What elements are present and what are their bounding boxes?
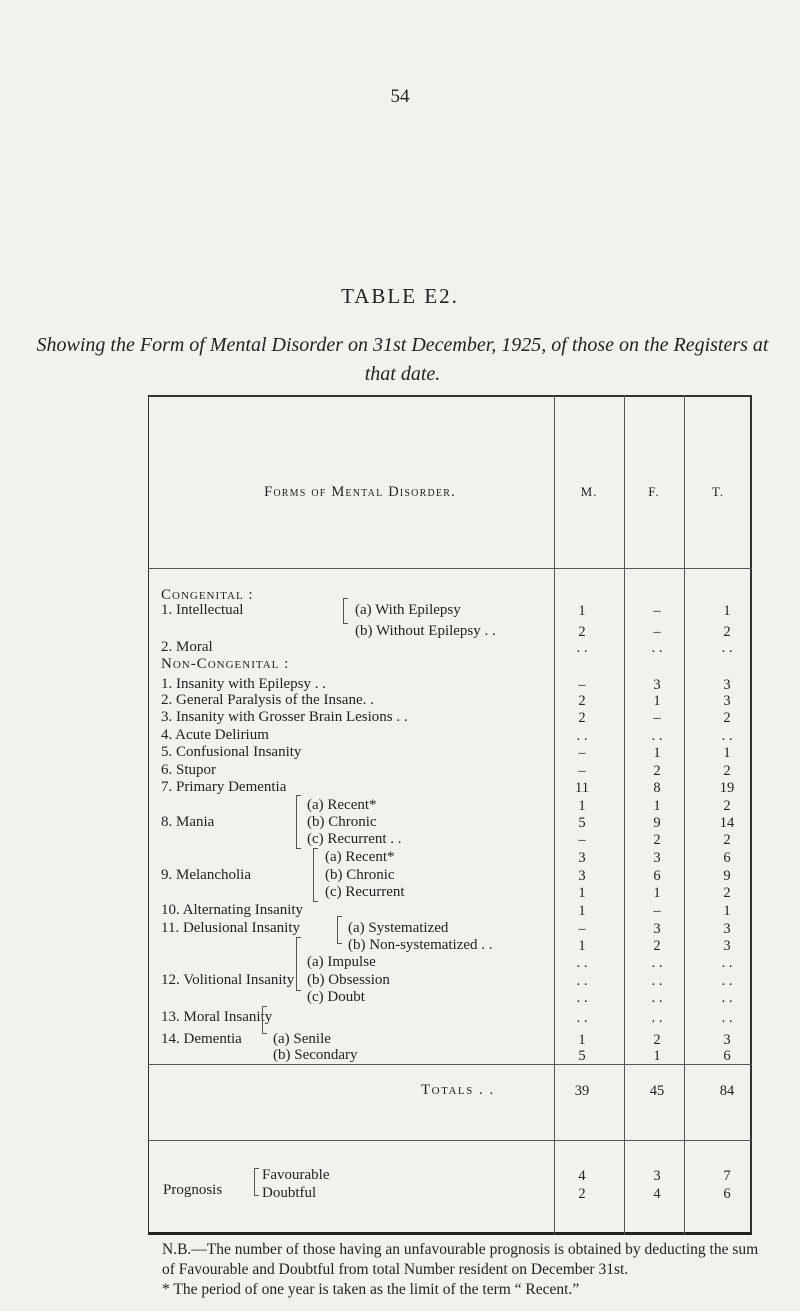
cell-total: . .: [721, 640, 733, 656]
column-divider: [554, 395, 555, 1235]
cell-total: 14: [719, 815, 735, 831]
row-sublabel: (a) Impulse: [307, 954, 376, 970]
group-brace: [296, 795, 301, 849]
cell-female: 8: [653, 780, 661, 796]
cell-female: 6: [653, 868, 661, 884]
cell-male: 1: [578, 903, 586, 919]
cell-total: . .: [721, 1010, 733, 1026]
cell-total: 9: [723, 868, 731, 884]
prognosis-doubtful: Doubtful: [262, 1185, 317, 1201]
cell-male: . .: [576, 1010, 588, 1026]
cell-total: 1: [723, 903, 731, 919]
cell-male: 5: [578, 815, 586, 831]
row-sublabel: (c) Doubt: [307, 989, 365, 1005]
row-label: 1. Insanity with Epilepsy . .: [161, 676, 326, 692]
cell-total: 2: [723, 798, 731, 814]
cell-female: 1: [653, 745, 661, 761]
cell-total: . .: [721, 955, 733, 971]
cell-male: –: [578, 745, 586, 761]
cell-female: . .: [651, 728, 663, 744]
prognosis-doubtful-total: 6: [723, 1186, 731, 1202]
cell-male: . .: [576, 728, 588, 744]
cell-male: . .: [576, 973, 588, 989]
group-brace: [296, 937, 301, 991]
cell-female: 3: [653, 677, 661, 693]
prognosis-favourable-total: 7: [723, 1168, 731, 1184]
table-subtitle: Showing the Form of Mental Disorder on 31st December, 1925, of those on the Registers at that date.: [36, 334, 769, 385]
cell-female: 9: [653, 815, 661, 831]
cell-female: –: [653, 903, 661, 919]
cell-total: 3: [723, 693, 731, 709]
cell-total: 2: [723, 885, 731, 901]
row-sublabel: (c) Recurrent . .: [307, 831, 402, 847]
cell-female: –: [653, 624, 661, 640]
cell-male: . .: [576, 955, 588, 971]
group-brace: [262, 1006, 267, 1034]
cell-female: 3: [653, 921, 661, 937]
row-label: 2. General Paralysis of the Insane. .: [161, 692, 374, 708]
row-sublabel: (b) Chronic: [307, 814, 377, 830]
row-label: 12. Volitional Insanity: [161, 972, 295, 988]
header-rule: [148, 568, 752, 569]
row-sublabel: (a) With Epilepsy: [355, 602, 461, 618]
row-label: 6. Stupor: [161, 762, 217, 778]
row-label: Congenital :: [161, 587, 254, 603]
header-male: M.: [580, 484, 598, 499]
prognosis-doubtful-male: 2: [578, 1186, 586, 1202]
cell-male: . .: [576, 990, 588, 1006]
cell-total: 1: [723, 745, 731, 761]
cell-female: 2: [653, 832, 661, 848]
cell-female: 1: [653, 885, 661, 901]
row-label: 7. Primary Dementia: [161, 779, 287, 795]
prognosis-doubtful-female: 4: [653, 1186, 661, 1202]
row-sublabel: (c) Recurrent: [325, 884, 405, 900]
prognosis-favourable-female: 3: [653, 1168, 661, 1184]
cell-male: 5: [578, 1048, 586, 1064]
group-brace: [343, 598, 348, 624]
cell-male: 2: [578, 710, 586, 726]
cell-total: 2: [723, 763, 731, 779]
totals-total: 84: [719, 1083, 735, 1099]
totals-label: Totals . .: [421, 1082, 495, 1098]
cell-male: 1: [578, 938, 586, 954]
cell-total: 3: [723, 938, 731, 954]
cell-male: –: [578, 921, 586, 937]
totals-female: 45: [649, 1083, 665, 1099]
cell-female: 1: [653, 798, 661, 814]
row-label: 8. Mania: [161, 814, 215, 830]
group-brace: [337, 916, 342, 944]
cell-total: . .: [721, 990, 733, 1006]
column-divider: [684, 395, 685, 1235]
row-label: 9. Melancholia: [161, 867, 251, 883]
column-divider: [624, 395, 625, 1235]
row-label: 3. Insanity with Grosser Brain Lesions . .: [161, 709, 408, 725]
cell-female: 3: [653, 850, 661, 866]
cell-total: 2: [723, 832, 731, 848]
cell-male: 1: [578, 798, 586, 814]
prognosis-favourable: Favourable: [262, 1167, 330, 1183]
cell-total: 3: [723, 921, 731, 937]
cell-male: 3: [578, 868, 586, 884]
group-brace: [254, 1168, 259, 1196]
cell-total: 2: [723, 710, 731, 726]
cell-total: 3: [723, 1032, 731, 1048]
cell-female: . .: [651, 640, 663, 656]
row-sublabel: (a) Recent*: [325, 849, 395, 865]
row-sublabel: (b) Without Epilepsy . .: [355, 623, 496, 639]
header-total: T.: [711, 484, 725, 499]
cell-female: –: [653, 710, 661, 726]
cell-female: . .: [651, 973, 663, 989]
cell-male: 11: [575, 780, 589, 796]
row-label: 13. Moral Insanity: [161, 1009, 273, 1025]
row-label: 10. Alternating Insanity: [161, 902, 304, 918]
totals-male: 39: [574, 1083, 590, 1099]
cell-total: 6: [723, 850, 731, 866]
note-recent: * The period of one year is taken as the limit of the term “ Recent.”: [162, 1281, 580, 1298]
row-label: 11. Delusional Insanity: [161, 920, 301, 936]
cell-total: 6: [723, 1048, 731, 1064]
row-label: 4. Acute Delirium: [161, 727, 269, 743]
row-sublabel: (a) Senile: [273, 1031, 331, 1047]
cell-female: 2: [653, 1032, 661, 1048]
cell-female: –: [653, 603, 661, 619]
header-female: F.: [648, 484, 660, 499]
row-sublabel: (b) Secondary: [273, 1047, 358, 1063]
row-sublabel: (a) Recent*: [307, 797, 377, 813]
cell-female: 1: [653, 693, 661, 709]
cell-male: –: [578, 763, 586, 779]
cell-total: 3: [723, 677, 731, 693]
row-label: Non-Congenital :: [161, 656, 290, 672]
cell-male: 3: [578, 850, 586, 866]
cell-male: 1: [578, 603, 586, 619]
row-label: 2. Moral: [161, 639, 213, 655]
cell-male: –: [578, 677, 586, 693]
cell-male: . .: [576, 640, 588, 656]
prognosis-favourable-male: 4: [578, 1168, 586, 1184]
cell-total: 19: [719, 780, 735, 796]
note-nb: N.B.—The number of those having an unfavourable prognosis is obtained by deducting the sum of Favourable and Doubtful from total Number resident on December 31st.: [162, 1241, 759, 1278]
cell-male: 1: [578, 885, 586, 901]
cell-female: . .: [651, 955, 663, 971]
group-brace: [313, 848, 318, 902]
cell-total: . .: [721, 728, 733, 744]
notes: [162, 1240, 762, 1300]
row-sublabel: (a) Systematized: [348, 920, 449, 936]
cell-male: 2: [578, 693, 586, 709]
cell-male: 1: [578, 1032, 586, 1048]
cell-total: 1: [723, 603, 731, 619]
prognosis-label: Prognosis: [163, 1182, 223, 1198]
cell-female: . .: [651, 1010, 663, 1026]
row-sublabel: (b) Chronic: [325, 867, 395, 883]
row-label: 1. Intellectual: [161, 602, 244, 618]
cell-male: 2: [578, 624, 586, 640]
cell-total: 2: [723, 624, 731, 640]
cell-female: 1: [653, 1048, 661, 1064]
cell-female: . .: [651, 990, 663, 1006]
page-number: 54: [390, 86, 410, 107]
header-form: Forms of Mental Disorder.: [264, 484, 456, 500]
row-label: 5. Confusional Insanity: [161, 744, 302, 760]
table-title: TABLE E2.: [341, 284, 459, 308]
prognosis-rule: [148, 1140, 752, 1141]
cell-total: . .: [721, 973, 733, 989]
row-label: 14. Dementia: [161, 1031, 242, 1047]
row-sublabel: (b) Obsession: [307, 972, 390, 988]
cell-male: –: [578, 832, 586, 848]
cell-female: 2: [653, 938, 661, 954]
cell-female: 2: [653, 763, 661, 779]
row-sublabel: (b) Non-systematized . .: [348, 937, 493, 953]
